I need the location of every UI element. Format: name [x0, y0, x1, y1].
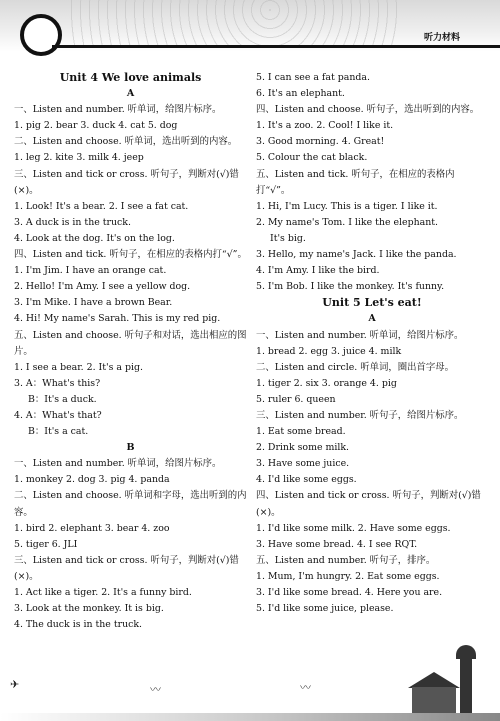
text-line: 1. monkey 2. dog 3. pig 4. panda: [14, 474, 170, 486]
text-line: 3. Good morning. 4. Great!: [256, 136, 385, 148]
text-line: 1. Act like a tiger. 2. It's a funny bird.: [14, 587, 192, 598]
text-line: 3. Look at the monkey. It is big.: [14, 603, 164, 615]
exercise-instruction: 二、Listen and choose. 听单词，选出听到的内容。: [14, 136, 238, 148]
footer-decoration: [0, 661, 500, 721]
text-line: 3. Hello, my name's Jack. I like the panda.: [256, 249, 457, 261]
exercise-instruction: 三、Listen and tick or cross. 听句子，判断对(√)错(×)。: [14, 554, 239, 582]
exercise-instruction: 四、Listen and tick or cross. 听句子，判断对(√)错(×)。: [256, 490, 481, 518]
house-roof: [408, 672, 460, 688]
text-line: 4. A：What's that?: [14, 409, 102, 421]
part-heading: A: [126, 88, 135, 100]
text-line: 5. ruler 6. queen: [256, 393, 336, 405]
text-line: 1. Hi, I'm Lucy. This is a tiger. I like it.: [256, 200, 438, 212]
text-line: 5. Colour the cat black.: [256, 152, 368, 164]
text-line: 3. Have some bread. 4. I see RQT.: [256, 538, 418, 550]
text-line: 1. tiger 2. six 3. orange 4. pig: [256, 377, 397, 389]
text-line: 1. I'd like some milk. 2. Have some eggs.: [256, 522, 451, 534]
unit-title: Unit 5 Let's eat!: [322, 296, 422, 310]
text-line: 1. Look! It's a bear. 2. I see a fat cat.: [14, 200, 189, 212]
tower-icon: [460, 655, 472, 715]
text-line: 6. It's an elephant.: [256, 88, 345, 100]
text-line: 1. bird 2. elephant 3. bear 4. zoo: [14, 522, 170, 534]
text-line: 4. I'd like some eggs.: [256, 474, 357, 486]
exercise-instruction: 五、Listen and tick. 听句子，在相应的表格内打“√”。: [256, 168, 455, 196]
text-line: 5. I'm Bob. I like the monkey. It's funny.: [256, 281, 445, 293]
bird-icon: 〰: [300, 681, 311, 694]
exercise-instruction: 四、Listen and tick. 听句子，在相应的表格内打“√”。: [14, 249, 247, 261]
exercise-instruction: 五、Listen and choose. 听句子和对话，选出相应的图片。: [14, 329, 247, 357]
text-line: 3. Have some juice.: [256, 458, 350, 470]
text-line: 3. A：What's this?: [14, 377, 101, 389]
text-line: 1. I'm Jim. I have an orange cat.: [14, 265, 167, 277]
text-line: 5. I can see a fat panda.: [256, 72, 370, 83]
header-decoration: [70, 0, 400, 45]
exercise-instruction: 三、Listen and number. 听句子，给图片标序。: [256, 409, 464, 421]
house-icon: [412, 687, 456, 715]
text-line: 1. I see a bear. 2. It's a pig.: [14, 361, 143, 373]
text-line: 1. Mum, I'm hungry. 2. Eat some eggs.: [256, 570, 440, 582]
exercise-instruction: 三、Listen and tick or cross. 听句子，判断对(√)错(×)。: [14, 168, 239, 196]
text-line: 1. pig 2. bear 3. duck 4. cat 5. dog: [14, 120, 178, 132]
ground-strip: [0, 713, 500, 721]
text-line: 4. The duck is in the truck.: [14, 619, 143, 631]
text-line: 3. A duck is in the truck.: [14, 216, 131, 228]
text-line: 1. It's a zoo. 2. Cool! I like it.: [256, 120, 394, 132]
section-label: 听力材料: [423, 33, 460, 43]
unit-title: Unit 4 We love animals: [59, 71, 202, 84]
text-line: 1. leg 2. kite 3. milk 4. jeep: [14, 152, 144, 164]
corner-ring-decoration: [20, 14, 62, 56]
text-line: B：It's a cat.: [28, 426, 89, 438]
text-line: 4. Hi! My name's Sarah. This is my red pig.: [14, 313, 221, 325]
right-column: [256, 70, 488, 617]
text-line: B：It's a duck.: [28, 393, 97, 405]
part-heading: A: [368, 313, 376, 325]
exercise-instruction: 二、Listen and circle. 听单词，圈出首字母。: [256, 361, 454, 373]
text-line: 3. I'd like some bread. 4. Here you are.: [256, 587, 443, 598]
text-line: 2. Hello! I'm Amy. I see a yellow dog.: [14, 281, 191, 293]
exercise-instruction: 一、Listen and number. 听单词，给图片标序。: [14, 104, 222, 116]
exercise-instruction: 五、Listen and number. 听句子，排序。: [256, 554, 436, 566]
text-line: It's big.: [270, 232, 306, 244]
left-column: [14, 70, 247, 633]
bird-icon: ✈: [10, 678, 20, 691]
text-line: 4. I'm Amy. I like the bird.: [256, 265, 380, 277]
text-line: 2. My name's Tom. I like the elephant.: [256, 216, 438, 228]
exercise-instruction: 一、Listen and number. 听单词，给图片标序。: [256, 329, 464, 341]
text-line: 2. Drink some milk.: [256, 442, 350, 454]
text-line: 4. Look at the dog. It's on the log.: [14, 232, 175, 244]
text-line: 1. Eat some bread.: [256, 426, 346, 438]
text-line: 3. I'm Mike. I have a brown Bear.: [14, 297, 173, 309]
part-heading: B: [126, 442, 135, 454]
bird-icon: 〰: [150, 683, 161, 696]
text-line: 1. bread 2. egg 3. juice 4. milk: [256, 345, 402, 357]
text-line: 5. I'd like some juice, please.: [256, 603, 394, 615]
exercise-instruction: 一、Listen and number. 听单词，给图片标序。: [14, 458, 222, 470]
header-rule: [52, 45, 500, 48]
exercise-instruction: 二、Listen and choose. 听单词和字母，选出听到的内容。: [14, 490, 247, 518]
exercise-instruction: 四、Listen and choose. 听句子，选出听到的内容。: [256, 104, 480, 116]
text-line: 5. tiger 6. JLI: [14, 538, 78, 550]
